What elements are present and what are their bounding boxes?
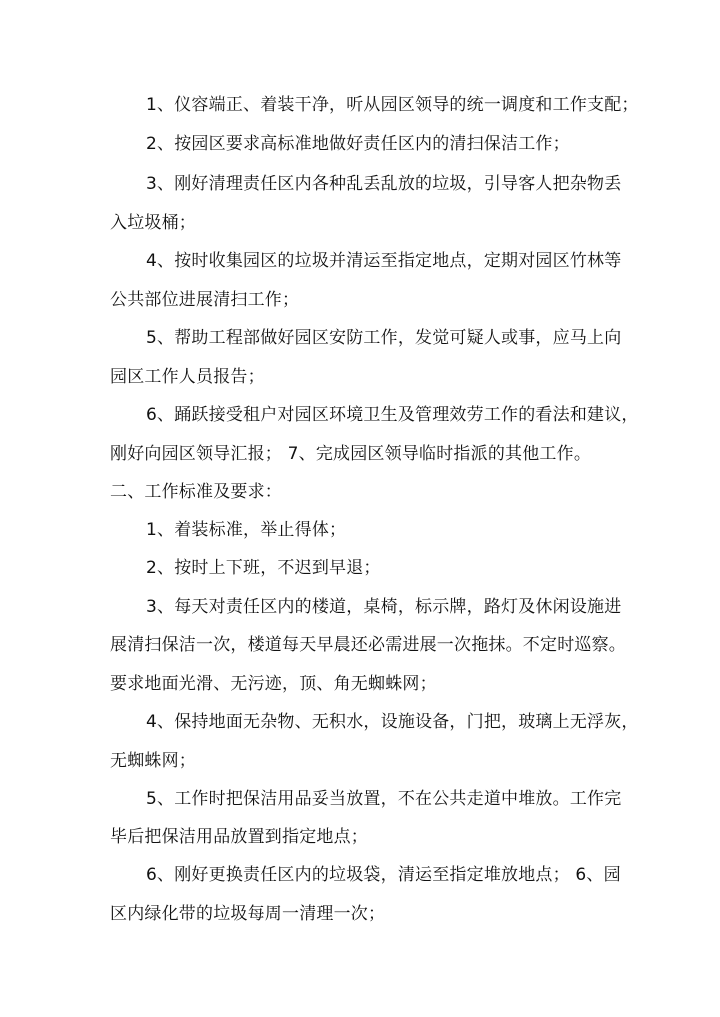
paragraph-line: 无蜘蛛网； — [110, 751, 196, 771]
paragraph-line: 3、每天对责任区内的楼道，桌椅，标示牌，路灯及休闲设施进 — [146, 597, 622, 617]
paragraph-line: 园区工作人员报告； — [110, 367, 265, 387]
paragraph-line: 6、刚好更换责任区内的垃圾袋，清运至指定堆放地点； 6、园 — [146, 865, 621, 885]
paragraph-line: 区内绿化带的垃圾每周一清理一次； — [110, 904, 386, 924]
paragraph-line: 3、刚好清理责任区内各种乱丢乱放的垃圾，引导客人把杂物丢 — [146, 174, 622, 194]
paragraph-line: 2、按园区要求高标准地做好责任区内的清扫保洁工作； — [146, 134, 570, 154]
paragraph-line: 1、着装标准，举止得体； — [146, 520, 347, 540]
paragraph-line: 公共部位进展清扫工作； — [110, 290, 300, 310]
paragraph-line: 5、帮助工程部做好园区安防工作，发觉可疑人或事，应马上向 — [146, 328, 622, 348]
paragraph-line: 5、工作时把保洁用品妥当放置，不在公共走道中堆放。工作完 — [146, 789, 622, 809]
paragraph-line: 4、按时收集园区的垃圾并清运至指定地点，定期对园区竹林等 — [146, 251, 622, 271]
paragraph-line: 2、按时上下班，不迟到早退； — [146, 558, 381, 578]
paragraph-line: 1、仪容端正、着装干净，听从园区领导的统一调度和工作支配； — [146, 95, 639, 115]
paragraph-line: 刚好向园区领导汇报； 7、完成园区领导临时指派的其他工作。 — [110, 444, 592, 464]
paragraph-line: 展清扫保洁一次，楼道每天早晨还必需进展一次拖抹。不定时巡察。 — [110, 635, 626, 655]
paragraph-line: 要求地面光滑、无污迹，顶、角无蜘蛛网； — [110, 674, 437, 694]
paragraph-line: 毕后把保洁用品放置到指定地点； — [110, 827, 368, 847]
section-heading: 二、工作标准及要求： — [110, 482, 282, 502]
paragraph-line: 6、踊跃接受租户对园区环境卫生及管理效劳工作的看法和建议， — [146, 405, 639, 425]
paragraph-line: 4、保持地面无杂物、无积水，设施设备，门把，玻璃上无浮灰， — [146, 712, 639, 732]
paragraph-line: 入垃圾桶； — [110, 213, 196, 233]
